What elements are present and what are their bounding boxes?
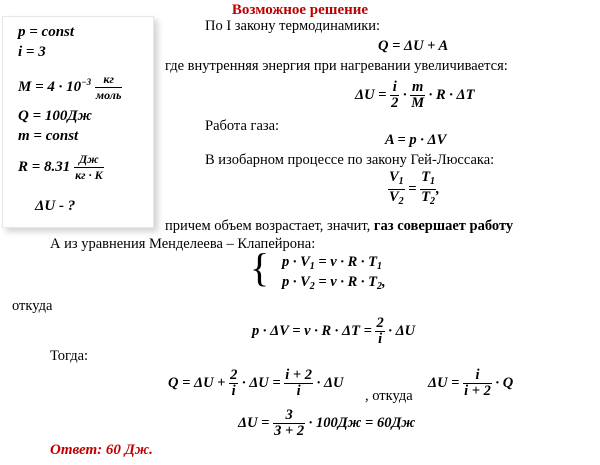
result-formula: ΔU = $\frac{3}{3 + 2}$ · 100Дж = 60Дж <box>238 407 416 439</box>
given-p: p = const <box>18 24 75 40</box>
answer: Ответ: 60 Дж. <box>50 442 153 458</box>
internal-energy-text: где внутренняя энергия при нагревании увеличивается: <box>165 58 508 74</box>
then-text: Тогда: <box>50 348 89 364</box>
du-formula: ΔU = $\frac{i}{i + 2}$ · Q <box>428 367 514 399</box>
given-m-molar: $M = 4 \cdot 10^{-3}$ $\frac{кг}{\text{моль}}$ <box>18 72 122 102</box>
system-eq1: $p \cdot V_1 = \nu \cdot R \cdot T_1$ <box>282 254 383 272</box>
given-i: i = 3 <box>18 44 46 60</box>
first-law-formula: Q = ΔU + A <box>378 38 449 54</box>
gay-lussac-formula: $\frac{V_1}{V_2}$ = $\frac{T_1}{T_2}$ , <box>389 169 440 207</box>
system-eq2: $p \cdot V_2 = \nu \cdot R \cdot T_2$, <box>282 274 386 292</box>
whence-text: откуда <box>12 298 53 314</box>
first-law-text: По I закону термодинамики: <box>205 18 381 34</box>
q-formula: Q = ΔU + $\frac{2}{i}$ · ΔU = $\frac{i + 2}{i}$ · ΔU <box>168 367 344 399</box>
pdv-formula: p · ΔV = ν · R · ΔT = $\frac{2}{i}$ · ΔU <box>252 315 416 347</box>
whence2-text: , откуда <box>365 388 413 404</box>
given-r: R = 8.31 $\frac{Дж}{кг \cdot K}$ <box>18 152 103 182</box>
work-text: Работа газа: <box>205 118 280 134</box>
isobaric-text: В изобарном процессе по закону Гей-Люссака: <box>205 152 495 168</box>
work-formula: A = p · ΔV <box>385 132 447 148</box>
solution-title: Возможное решение <box>231 2 369 18</box>
internal-energy-formula: ΔU = $\frac{i}{2}$ · $\frac{m}{M}$ · R · ΔT <box>355 79 475 111</box>
mendeleev-text: А из уравнения Менделеева – Клапейрона: <box>50 236 316 252</box>
system-brace: { <box>250 245 270 290</box>
given-q: Q = 100Дж <box>18 108 92 124</box>
volume-text: причем объем возрастает, значит, газ совершает работу <box>165 218 514 234</box>
given-mass: m = const <box>18 128 79 144</box>
given-find: ΔU - ? <box>35 198 76 214</box>
